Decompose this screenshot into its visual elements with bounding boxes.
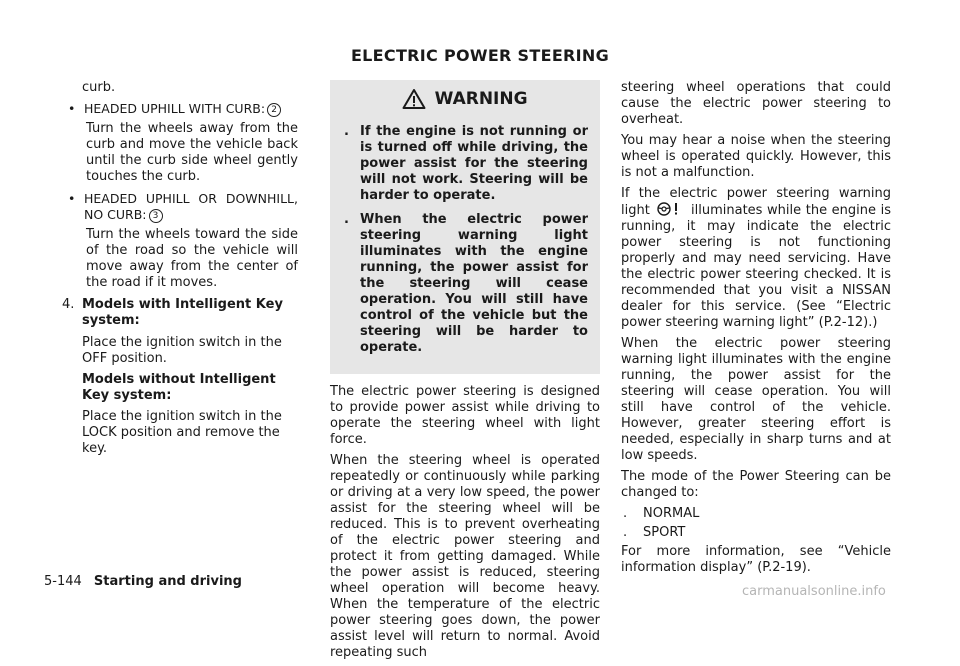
step-heading-intelligent-key: Models with Intelligent Key system: <box>82 297 283 328</box>
bullet-no-curb-label: HEADED UPHILL OR DOWNHILL, NO CURB: <box>84 191 298 222</box>
step-heading-no-intelligent-key: Models without Intelligent Key system: <box>82 372 276 403</box>
bullet-uphill-curb-label: HEADED UPHILL WITH CURB: <box>84 101 266 116</box>
step-number: 4. <box>62 297 75 312</box>
bullet-no-curb-text: Turn the wheels toward the side of the road so the vehicle will move away from the center of the road if it moves. <box>86 227 298 290</box>
bullet-uphill-curb-text: Turn the wheels away from the curb and move the vehicle back until the curb side wheel gently touches the curb. <box>86 121 298 184</box>
column-left <box>62 80 298 462</box>
circled-number-3: 3 <box>149 209 163 223</box>
mode-label: NORMAL <box>643 506 700 521</box>
eps-paragraph-7: The mode of the Power Steering can be changed to: <box>621 469 891 500</box>
bullet-dot: • <box>68 101 76 116</box>
eps-paragraph-3: steering wheel operations that could cause the electric power steering to overheat. <box>621 80 891 127</box>
mode-label: SPORT <box>643 525 686 540</box>
step-text-no-intelligent-key: Place the ignition switch in the LOCK position and remove the key. <box>82 409 282 456</box>
watermark: carmanualsonline.info <box>742 584 886 599</box>
bullet-dot: . <box>344 124 349 139</box>
eps-paragraph-5-end: illuminates while the engine is running, it may indicate the electric power steering is not functioning properly and may need servicing. Have the electric power steering checked. It is recommended that you visit a NISSAN dealer for this service. (See “Electric power steering warning light” (P.2-12).) <box>621 203 891 330</box>
warning-box <box>330 80 600 374</box>
curb-continuation: curb. <box>82 80 116 95</box>
step-4-heading <box>62 297 298 329</box>
section-title: ELECTRIC POWER STEERING <box>350 46 610 65</box>
warning-item <box>342 212 588 356</box>
eps-paragraph-2: When the steering wheel is operated repeatedly or continuously while parking or driving at a very low speed, the power assist for the steering wheel will be reduced. This is to prevent overheating of the electric power steering and protect it from getting damaged. While the power assist is reduced, steering wheel operation will become heavy. When the temperature of the electric power steering goes down, the power assist level will return to normal. Avoid repeating such <box>330 453 600 660</box>
bullet-dot: . <box>623 506 628 521</box>
bullet-uphill-curb <box>62 101 298 117</box>
mode-item-sport <box>621 525 891 541</box>
circled-number-2: 2 <box>267 103 281 117</box>
eps-paragraph-4: You may hear a noise when the steering wheel is operated quickly. However, this is not a malfunction. <box>621 133 891 180</box>
bullet-dot: . <box>344 212 349 227</box>
page-footer <box>44 574 242 589</box>
page-number: 5-144 <box>44 574 82 589</box>
mode-item-normal <box>621 506 891 522</box>
eps-paragraph-1: The electric power steering is designed to provide power assist while driving to operate the steering wheel with light force. <box>330 384 600 447</box>
bullet-dot: . <box>623 525 628 540</box>
warning-title: WARNING <box>434 89 528 109</box>
bullet-no-curb <box>62 191 298 223</box>
eps-paragraph-5-start: If the electric power steering warning light <box>621 186 891 218</box>
warning-header <box>342 88 588 114</box>
column-middle <box>330 80 600 666</box>
chapter-title: Starting and driving <box>93 574 242 589</box>
warning-item-text: When the electric power steering warning light illuminates with the engine running, the power assist for the steering will cease operation. You will still have control of the vehicle but the steering will be harder to operate. <box>360 212 588 355</box>
warning-item-text: If the engine is not running or is turned off while driving, the power assist for the steering will not work. Steering will be harder to operate. <box>360 124 588 203</box>
bullet-dot: • <box>68 191 76 206</box>
eps-paragraph-5 <box>621 186 891 331</box>
eps-paragraph-6: When the electric power steering warning light illuminates with the engine running, the power assist for the steering will cease operation. You will still have control of the vehicle. However, greater steering effort is needed, especially in sharp turns and at low speeds. <box>621 336 891 463</box>
warning-triangle-icon <box>402 88 426 110</box>
step-text-intelligent-key: Place the ignition switch in the OFF position. <box>82 335 282 366</box>
column-right <box>621 80 891 581</box>
eps-paragraph-8: For more information, see “Vehicle information display” (P.2-19). <box>621 544 891 575</box>
warning-item <box>342 124 588 204</box>
steering-warning-lamp-icon <box>656 202 684 216</box>
